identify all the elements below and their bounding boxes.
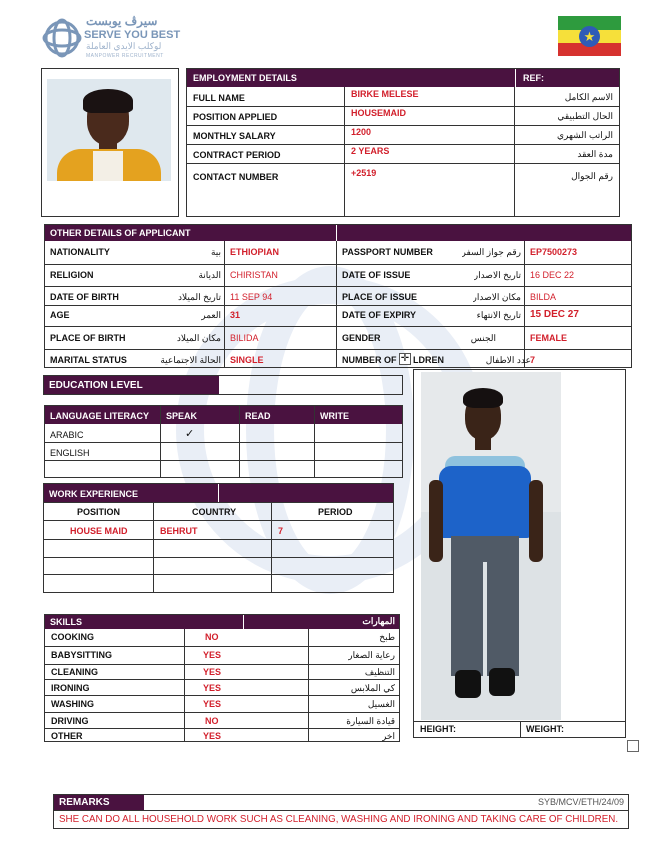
marital-status-ar: الحالة الاجتماعية bbox=[160, 355, 221, 365]
logo-emblem-icon bbox=[42, 16, 82, 60]
marital-status-value: SINGLE bbox=[230, 355, 264, 365]
flag-emblem-icon: ★ bbox=[579, 26, 600, 47]
skill-washing-label: WASHING bbox=[51, 699, 95, 709]
gender-ar: الجنس bbox=[470, 333, 496, 343]
skills-table bbox=[44, 614, 400, 742]
skill-ironing-ar: كي الملابس bbox=[350, 683, 395, 693]
corner-checkbox[interactable] bbox=[627, 740, 639, 752]
children-ar: عدد الاطفال bbox=[485, 355, 531, 365]
passport-label: PASSPORT NUMBER bbox=[342, 247, 433, 257]
skill-washing-value: YES bbox=[203, 699, 222, 709]
nationality-label: NATIONALITY bbox=[50, 247, 110, 257]
skill-other-label: OTHER bbox=[51, 731, 83, 741]
age-ar: العمر bbox=[201, 310, 221, 320]
other-details-header: OTHER DETAILS OF APPLICANT bbox=[50, 228, 191, 238]
country-header: COUNTRY bbox=[192, 507, 237, 517]
full-body-photo-frame bbox=[413, 369, 626, 738]
place-of-issue-value: BILDA bbox=[530, 292, 557, 302]
company-logo bbox=[42, 14, 182, 64]
skill-other-value: YES bbox=[203, 731, 222, 741]
skill-cooking-value: NO bbox=[205, 632, 219, 642]
monthly-salary-label: MONTHLY SALARY bbox=[193, 131, 276, 141]
date-of-issue-value: 16 DEC 22 bbox=[530, 270, 575, 280]
nationality-value: ETHIOPIAN bbox=[230, 247, 280, 257]
logo-arabic-sub: لوكلب الايدي العاملة bbox=[86, 41, 162, 51]
weight-label: WEIGHT: bbox=[526, 724, 564, 734]
skill-cleaning-label: CLEANING bbox=[51, 667, 98, 677]
place-of-issue-label: PLACE OF ISSUE bbox=[342, 292, 418, 302]
contract-period-value: 2 YEARS bbox=[351, 146, 390, 156]
monthly-salary-ar: الراتب الشهري bbox=[557, 130, 613, 140]
period-header: PERIOD bbox=[318, 507, 353, 517]
date-of-expiry-value: 15 DEC 27 bbox=[530, 309, 579, 320]
full-name-ar: الاسم الكامل bbox=[564, 92, 613, 102]
religion-label: RELIGION bbox=[50, 270, 94, 280]
other-details-table bbox=[44, 224, 632, 368]
arabic-speak-check: ✓ bbox=[185, 428, 195, 440]
passport-ar: رقم جواز السفر bbox=[461, 247, 521, 257]
lang-header: LANGUAGE LITERACY bbox=[50, 411, 149, 421]
skill-driving-value: NO bbox=[205, 716, 219, 726]
english-label: ENGLISH bbox=[50, 448, 90, 458]
applicant-photo bbox=[41, 68, 179, 217]
skill-driving-ar: قيادة السيارة bbox=[346, 716, 395, 726]
age-label: AGE bbox=[50, 310, 70, 320]
religion-ar: الديانة bbox=[198, 270, 221, 280]
passport-value: EP7500273 bbox=[530, 247, 578, 257]
skill-other-ar: اخر bbox=[381, 731, 395, 741]
work-experience-table bbox=[43, 483, 394, 593]
work-period-value: 7 bbox=[278, 526, 284, 536]
speak-header: SPEAK bbox=[166, 411, 198, 421]
place-of-birth-value: BILIDA bbox=[230, 333, 259, 343]
position-applied-label: POSITION APPLIED bbox=[193, 112, 278, 122]
dob-value: 11 SEP 94 bbox=[230, 292, 273, 302]
contract-period-ar: مدة العقد bbox=[577, 149, 613, 159]
monthly-salary-value: 1200 bbox=[351, 127, 372, 137]
employment-details-table bbox=[186, 68, 620, 217]
arabic-label: ARABIC bbox=[50, 430, 84, 440]
remarks-code: SYB/MCV/ETH/24/09 bbox=[537, 797, 624, 807]
language-table bbox=[44, 405, 403, 478]
contract-period-label: CONTRACT PERIOD bbox=[193, 150, 281, 160]
read-header: READ bbox=[245, 411, 271, 421]
skill-babysitting-ar: رعاية الصغار bbox=[348, 650, 395, 660]
skill-cleaning-value: YES bbox=[203, 667, 222, 677]
skill-washing-ar: الغسيل bbox=[367, 699, 395, 709]
skill-ironing-label: IRONING bbox=[51, 683, 90, 693]
skills-header-ar: المهارات bbox=[362, 616, 395, 626]
logo-tagline: MANPOWER RECRUITMENT bbox=[86, 53, 164, 59]
skill-babysitting-label: BABYSITTING bbox=[51, 650, 113, 660]
full-name-label: FULL NAME bbox=[193, 93, 245, 103]
skill-babysitting-value: YES bbox=[203, 650, 222, 660]
date-of-expiry-label: DATE OF EXPIRY bbox=[342, 310, 417, 320]
logo-arabic: سيرڤ يوبست bbox=[86, 14, 158, 28]
children-value: 7 bbox=[530, 355, 536, 365]
place-of-birth-label: PLACE OF BIRTH bbox=[50, 333, 126, 343]
religion-value: CHIRISTAN bbox=[230, 270, 278, 280]
ref-label: REF: bbox=[523, 73, 544, 83]
place-of-issue-ar: مكان الاصدار bbox=[472, 292, 521, 302]
ethiopia-flag bbox=[558, 16, 621, 56]
skill-cooking-label: COOKING bbox=[51, 632, 95, 642]
work-header: WORK EXPERIENCE bbox=[49, 489, 139, 499]
skills-header: SKILLS bbox=[50, 617, 83, 627]
remarks-header: REMARKS bbox=[59, 797, 110, 808]
position-applied-value: HOUSEMAID bbox=[351, 108, 407, 118]
skill-cleaning-ar: التنظيف bbox=[364, 667, 395, 677]
skill-ironing-value: YES bbox=[203, 683, 222, 693]
contact-number-label: CONTACT NUMBER bbox=[193, 172, 279, 182]
nationality-ar: بية bbox=[210, 247, 221, 257]
date-of-issue-label: DATE OF ISSUE bbox=[342, 270, 411, 280]
contact-number-value: +2519 bbox=[351, 168, 377, 178]
education-level-box bbox=[43, 375, 403, 395]
employment-header: EMPLOYMENT DETAILS bbox=[193, 73, 297, 83]
children-label: NUMBER OF bbox=[342, 355, 397, 365]
skill-cooking-ar: طبخ bbox=[379, 632, 395, 642]
marital-status-label: MARITAL STATUS bbox=[50, 355, 127, 365]
height-label: HEIGHT: bbox=[420, 724, 456, 734]
children-label-tail: LDREN bbox=[413, 355, 444, 365]
work-position-value: HOUSE MAID bbox=[70, 526, 128, 536]
gender-value: FEMALE bbox=[530, 333, 567, 343]
work-country-value: BEHRUT bbox=[160, 526, 198, 536]
position-header: POSITION bbox=[77, 507, 121, 517]
logo-name: SERVE YOU BEST bbox=[84, 29, 181, 41]
place-of-birth-ar: مكان الميلاد bbox=[176, 333, 221, 343]
remarks-box bbox=[53, 794, 629, 829]
dob-ar: تاريخ الميلاد bbox=[178, 292, 221, 302]
position-applied-ar: الحال التطبيقي bbox=[557, 111, 613, 121]
move-cursor-icon: ✛ bbox=[400, 353, 410, 364]
full-body-photo bbox=[421, 372, 561, 720]
skill-driving-label: DRIVING bbox=[51, 716, 89, 726]
date-of-expiry-ar: تاريخ الانتهاء bbox=[476, 310, 521, 320]
contact-number-ar: رقم الجوال bbox=[571, 171, 613, 181]
dob-label: DATE OF BIRTH bbox=[50, 292, 119, 302]
remarks-text: SHE CAN DO ALL HOUSEHOLD WORK SUCH AS CLEANING, WASHING AND IRONING AND TAKING CARE OF CHILDREN. bbox=[59, 814, 619, 825]
gender-label: GENDER bbox=[342, 333, 381, 343]
age-value: 31 bbox=[230, 310, 241, 320]
date-of-issue-ar: تاريخ الاصدار bbox=[473, 270, 521, 280]
full-name-value: BIRKE MELESE bbox=[351, 89, 419, 99]
education-header: EDUCATION LEVEL bbox=[49, 380, 143, 391]
write-header: WRITE bbox=[320, 411, 349, 421]
